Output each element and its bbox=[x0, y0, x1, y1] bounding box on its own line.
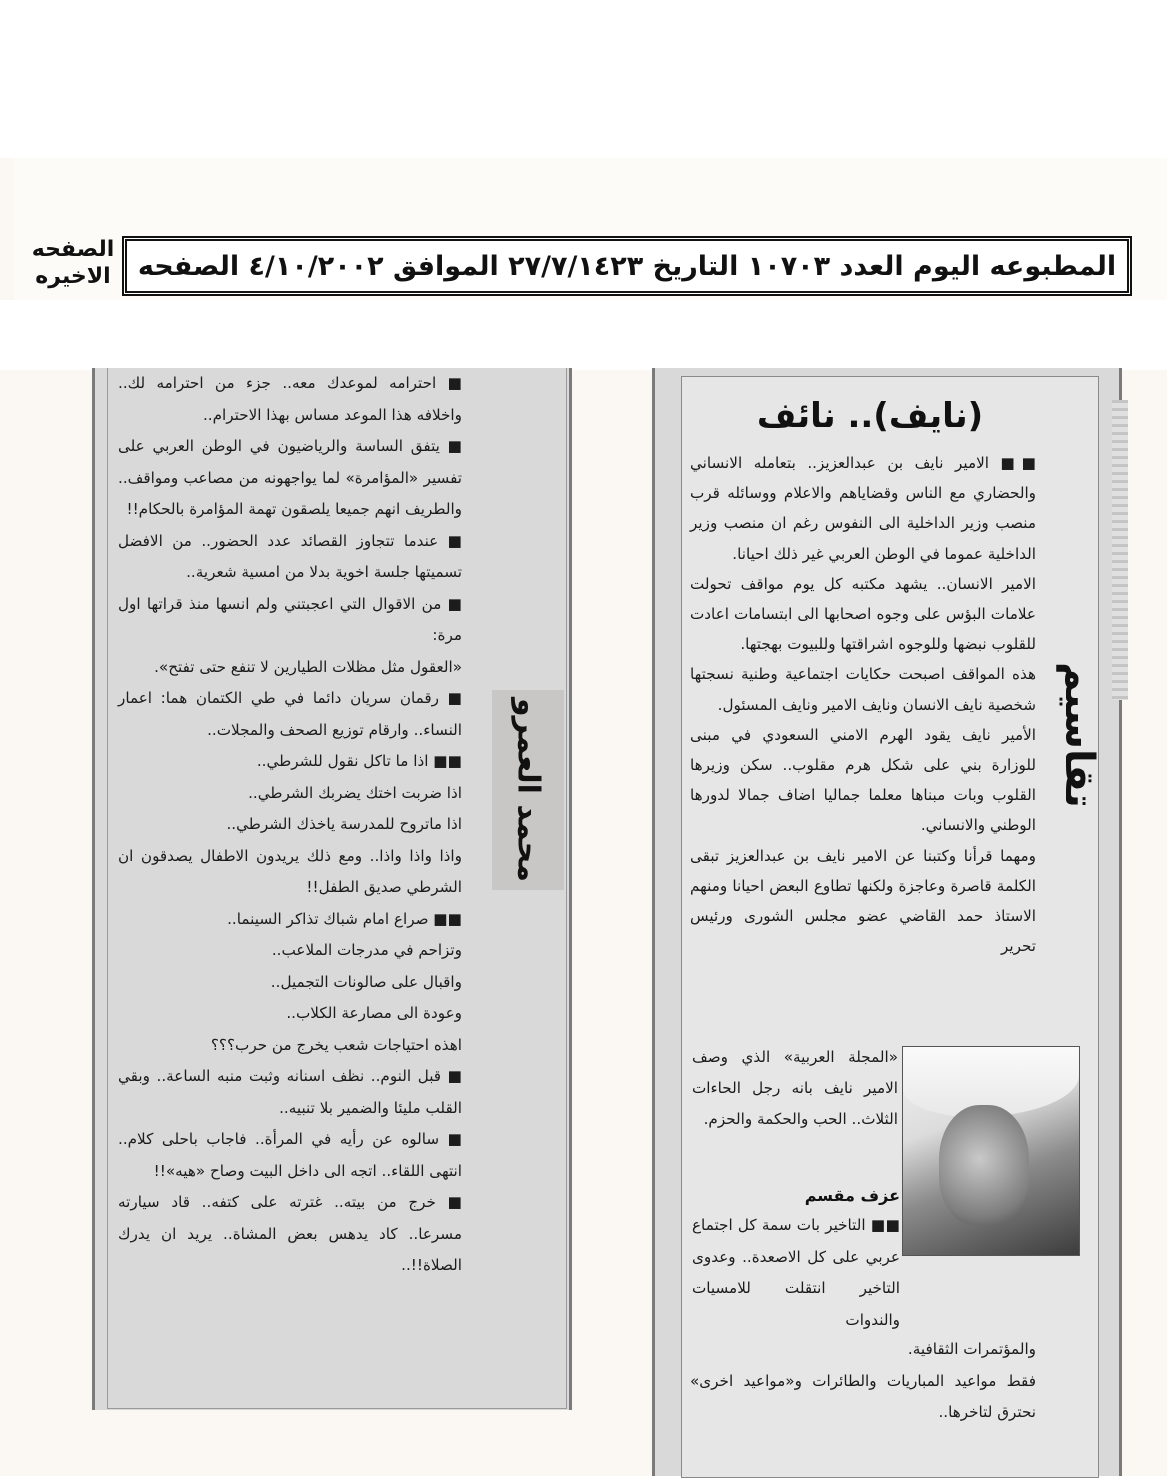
paragraph: ■ قبل النوم.. نظف اسنانه وثبت منبه الساعة.. وبقي القلب مليئا والضمير بلا تنبيه.. bbox=[118, 1067, 462, 1117]
paragraph: الأمير نايف يقود الهرم الامني السعودي في مبنى للوزارة بني على شكل هرم مقلوب.. سكن وزيرها القلوب وبات مبناها معلما جماليا اضاف جمالا لدورها الوطني والانساني. bbox=[690, 725, 1036, 835]
paragraph: اذا ضربت اختك يضربك الشرطي.. bbox=[248, 783, 462, 802]
text-beside-photo bbox=[692, 1042, 898, 1135]
clipping-header-text: المطبوعه اليوم العدد ١٠٧٠٣ التاريخ ٢٧/٧/١٤٢٣ الموافق ٤/١٠/٢٠٠٢ الصفحه bbox=[137, 250, 1117, 282]
paragraph: ■■ اذا ما تاكل نقول للشرطي.. bbox=[256, 752, 462, 770]
paragraph: ■ رقمان سريان دائما في طي الكتمان هما: اعمار النساء.. وارقام توزيع الصحف والمجلات.. bbox=[118, 689, 462, 739]
paragraph: ■■ التاخير بات سمة كل اجتماع عربي على كل الاصعدة.. وعدوى التاخير انتقلت للامسيات والندوات bbox=[692, 1216, 900, 1329]
paragraph: واذا واذا واذا.. ومع ذلك يريدون الاطفال يصدقون ان الشرطي صديق الطفل!! bbox=[118, 846, 462, 896]
paragraph: «المجلة العربية» الذي وصف الامير نايف بانه رجل الحاءات الثلاث.. الحب والحكمة والحزم. bbox=[692, 1048, 898, 1128]
photo-face bbox=[939, 1105, 1029, 1225]
text-beside-photo-2 bbox=[692, 1210, 900, 1336]
paragraph: هذه المواقف اصبحت حكايات اجتماعية وطنية نسجتها شخصية نايف الانسان ونايف الامير ونايف المسئول. bbox=[690, 665, 1036, 714]
paragraph: ■ خرج من بيته.. غترته على كتفه.. قاد سيارته مسرعا.. كاد يدهس بعض المشاة.. يريد ان يدرك الصلاة!!.. bbox=[118, 1193, 462, 1274]
paragraph: ■■ صراع امام شباك تذاكر السينما.. bbox=[227, 909, 462, 928]
right-column-text bbox=[690, 448, 1036, 961]
paragraph: الامير الانسان.. يشهد مكتبه كل يوم مواقف تحولت علامات البؤس على وجوه اصحابها الى ابتسامات اعادت للقلوب نبضها وللوجوه اشراقتها وللبيوت بهجتها. bbox=[690, 574, 1036, 654]
quote: «العقول مثل مظلات الطيارين لا تنفع حتى تفتح». bbox=[154, 657, 462, 676]
paragraph: ■■ الامير نايف بن عبدالعزيز.. بتعامله الانساني والحضاري مع الناس وقضاياهم والاعلام ووسائله قرب منصب وزير الداخلية الى النفوس رغم ان منصب وزير الداخلية عموما في الوطن العربي غير ذلك احيانا. bbox=[690, 454, 1036, 563]
paragraph: واقبال على صالونات التجميل.. bbox=[270, 972, 462, 991]
paragraph: ■ احترامه لموعدك معه.. جزء من احترامه لك.. واخلافه هذا الموعد مساس بهذا الاحترام.. bbox=[118, 374, 462, 424]
paragraph: وتزاحم في مدرجات الملاعب.. bbox=[271, 941, 462, 959]
paragraph: اذا ماتروح للمدرسة ياخذك الشرطي.. bbox=[226, 815, 462, 833]
paragraph: ■ عندما تتجاوز القصائد عدد الحضور.. من الافضل تسميتها جلسة اخوية بدلا من امسية شعرية.. bbox=[118, 531, 462, 581]
subheading: عزف مقسم bbox=[804, 1186, 900, 1205]
paragraph: ومهما قرأنا وكتبنا عن الامير نايف بن عبدالعزيز تبقى الكلمة قاصرة وعاجزة ولكنها تطاوع البعض احيانا ومنهم الاستاذ حمد القاضي عضو مجلس الشورى ورئيس تحرير bbox=[690, 846, 1036, 956]
margin-bleed bbox=[1112, 400, 1128, 700]
author-name-box bbox=[492, 690, 564, 890]
white-gap bbox=[0, 300, 1167, 370]
paragraph: ■ سالوه عن رأيه في المرأة.. فاجاب باحلى كلام.. انتهى اللقاء.. اتجه الى داخل البيت وصاح «هيه»!! bbox=[118, 1130, 462, 1180]
author-name: محمد العمرو bbox=[510, 698, 546, 882]
section-label-box bbox=[1046, 660, 1112, 810]
paragraph: اهذه احتياجات شعب يخرج من حرب؟؟؟ bbox=[210, 1035, 462, 1054]
article-title: (نايف).. نائف bbox=[756, 396, 984, 436]
portrait-photo bbox=[902, 1046, 1080, 1256]
paragraph: فقط مواعيد المباريات والطائرات و«مواعيد اخرى» نحترق لتاخرها.. bbox=[690, 1371, 1036, 1421]
clipping-header-box bbox=[122, 236, 1132, 296]
section-label: تقاسيم bbox=[1056, 662, 1102, 808]
paragraph: والمؤتمرات الثقافية. bbox=[907, 1340, 1036, 1358]
page-corner-label: الصفحه الاخيره bbox=[31, 237, 115, 289]
paragraph: ■ من الاقوال التي اعجبتني ولم انسها منذ قراتها اول مرة: bbox=[118, 594, 462, 644]
paragraph: ■ يتفق الساسة والرياضيون في الوطن العربي على تفسير «المؤامرة» لما يواجهونه من مصاعب ومواقف.. والطريف انهم جميعا يلصقون تهمة المؤامرة بالحكام!! bbox=[118, 437, 462, 518]
left-column-text bbox=[118, 368, 462, 1282]
paragraph: وعودة الى مصارعة الكلاب.. bbox=[286, 1004, 462, 1022]
right-column-tail bbox=[690, 1334, 1036, 1429]
